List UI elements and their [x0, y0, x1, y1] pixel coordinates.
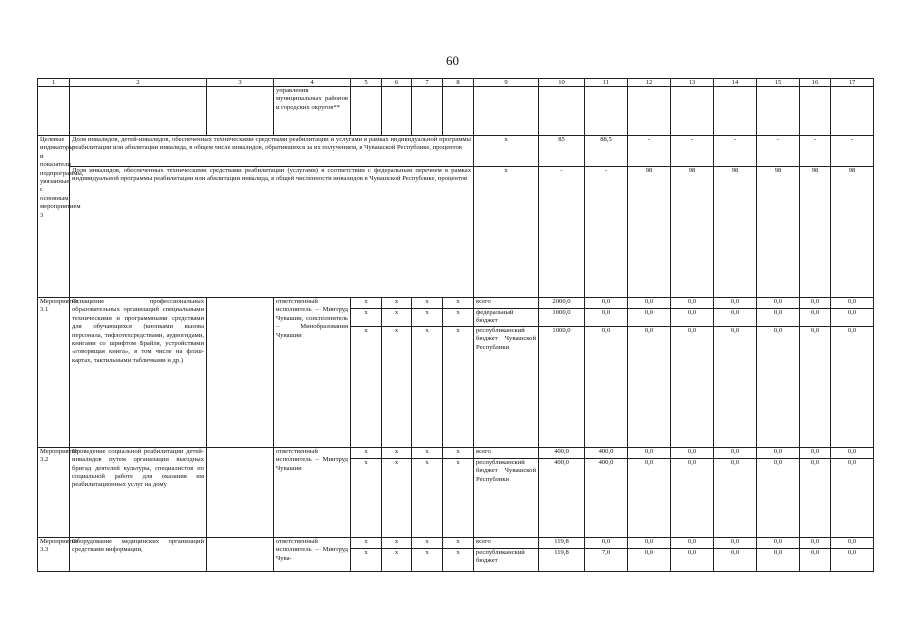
funding-value: 0,0: [671, 326, 714, 447]
funding-value: 0,0: [671, 309, 714, 327]
indicator-value: 98: [800, 167, 831, 298]
funding-source: республиканский бюджет Чувашской Республики: [474, 458, 539, 537]
indicator-value: 98: [671, 167, 714, 298]
code-cell: x: [382, 309, 412, 327]
funding-value: 1000,0: [539, 309, 585, 327]
funding-value: 0,0: [831, 298, 874, 309]
code-cell: x: [382, 458, 412, 537]
indicator-value: 98: [628, 167, 671, 298]
code-cell: x: [443, 447, 474, 458]
funding-source: республиканский бюджет: [474, 548, 539, 571]
funding-value: 0,0: [831, 326, 874, 447]
funding-value: 0,0: [714, 458, 757, 537]
column-header: 3: [207, 79, 274, 87]
header-row: [38, 79, 874, 87]
funding-value: 0,0: [628, 309, 671, 327]
column-header: 15: [757, 79, 800, 87]
column-header: 2: [70, 79, 207, 87]
funding-source: республиканский бюджет Чувашской Республики: [474, 326, 539, 447]
funding-value: 119,8: [539, 537, 585, 548]
indicator-value: -: [628, 136, 671, 167]
code-cell: x: [351, 537, 382, 548]
funding-value: 0,0: [671, 298, 714, 309]
measure-name: Оснащение профессиональных образовательных организаций специальными техническими и программными средствами для обучающихся (кнопками вызова персонала, тифлотехсредствами, аудиогидами, книгами со шрифтом Брайля, устройствами «говорящая книга», в том числе на флэш-картах, тактильными табличками и др.): [70, 298, 207, 448]
funding-value: 0,0: [585, 537, 628, 548]
indicator-value: -: [800, 136, 831, 167]
funding-value: 0,0: [714, 298, 757, 309]
code-cell: x: [443, 458, 474, 537]
indicator-value: 98: [831, 167, 874, 298]
code-cell: x: [351, 458, 382, 537]
table-cell: [70, 87, 207, 136]
funding-value: 0,0: [800, 548, 831, 571]
indicator-row: [38, 136, 874, 167]
measure-label: Мероприятие 3.1: [38, 298, 70, 448]
indicator-value: -: [585, 167, 628, 298]
table-cell: [207, 298, 274, 448]
code-cell: x: [351, 447, 382, 458]
funding-value: 0,0: [831, 447, 874, 458]
measure-executor: ответственный исполнитель – Минтруд Чувашии: [274, 447, 351, 537]
funding-value: 7,0: [585, 548, 628, 571]
code-cell: x: [351, 548, 382, 571]
indicator-value: -: [831, 136, 874, 167]
funding-source: всего: [474, 537, 539, 548]
indicator-row: [38, 167, 874, 298]
funding-value: 0,0: [800, 537, 831, 548]
table-cell: [800, 87, 831, 136]
funding-source: федеральный бюджет: [474, 309, 539, 327]
code-cell: x: [382, 326, 412, 447]
funding-value: 0,0: [585, 326, 628, 447]
code-cell: x: [443, 298, 474, 309]
code-cell: x: [382, 548, 412, 571]
code-cell: x: [351, 326, 382, 447]
continuation-row: [38, 87, 874, 136]
table-cell: [351, 87, 382, 136]
column-header: 12: [628, 79, 671, 87]
funding-value: 0,0: [671, 447, 714, 458]
page-number: 60: [446, 53, 459, 68]
funding-value: 0,0: [757, 326, 800, 447]
funding-value: 0,0: [800, 458, 831, 537]
executor-cell: управления муниципальных районов и городских округов**: [274, 87, 351, 136]
indicator-value: 88,5: [585, 136, 628, 167]
column-header: 17: [831, 79, 874, 87]
funding-value: 0,0: [831, 309, 874, 327]
indicator-text: Доля инвалидов, обеспеченных техническими средствами реабилитации (услугами) в соответствии с федеральным перечнем в рамках индивидуальной программы реабилитации или абилитации инвалида, в общей численности инвалидов в Чувашской Республике, процентов: [70, 167, 474, 298]
funding-value: 0,0: [714, 548, 757, 571]
funding-value: 0,0: [757, 458, 800, 537]
code-cell: x: [443, 548, 474, 571]
table-cell: [443, 87, 474, 136]
table-cell: [714, 87, 757, 136]
table-cell: [757, 87, 800, 136]
column-header: 14: [714, 79, 757, 87]
funding-value: 0,0: [757, 298, 800, 309]
indicators-label: Целевые индикаторы и показатели подпрограммы, увязанные с основным мероприятием 3: [38, 136, 70, 298]
funding-value: 0,0: [628, 537, 671, 548]
table-cell: [207, 537, 274, 571]
measure-label: Мероприятие 3.2: [38, 447, 70, 537]
measure-name: Проведение социальной реабилитации детей-инвалидов путем организации выездных бригад деятелей культуры, специалистов по социальной работе для оказания им реабилитационных услуг на дому: [70, 447, 207, 537]
code-cell: x: [412, 537, 443, 548]
funding-value: 0,0: [831, 458, 874, 537]
column-header: 13: [671, 79, 714, 87]
table-cell: [412, 87, 443, 136]
indicator-text: Доля инвалидов, детей-инвалидов, обеспеченных техническими средствами реабилитации и услугами в рамках индивидуальной программы реабилитации или абилитации инвалида, в общем числе инвалидов, обратившихся за их получением, в Чувашской Республике, процентов: [70, 136, 474, 167]
funding-value: 0,0: [671, 458, 714, 537]
code-cell: x: [443, 309, 474, 327]
code-cell: x: [443, 537, 474, 548]
column-header: 8: [443, 79, 474, 87]
measure-name: Оборудование медицинских организаций средствами информации,: [70, 537, 207, 571]
funding-value: 400,0: [539, 458, 585, 537]
funding-value: 2000,0: [539, 298, 585, 309]
code-cell: x: [382, 537, 412, 548]
funding-value: 0,0: [585, 298, 628, 309]
measure-row: [38, 537, 874, 548]
funding-value: 0,0: [800, 298, 831, 309]
code-cell: x: [412, 548, 443, 571]
code-cell: x: [412, 298, 443, 309]
indicator-x: x: [474, 167, 539, 298]
indicator-x: x: [474, 136, 539, 167]
indicator-value: 98: [714, 167, 757, 298]
funding-value: 0,0: [831, 548, 874, 571]
column-header: 7: [412, 79, 443, 87]
measure-label: Мероприятие 3.3: [38, 537, 70, 571]
funding-value: 0,0: [757, 309, 800, 327]
column-header: 1: [38, 79, 70, 87]
column-header: 5: [351, 79, 382, 87]
indicator-value: 98: [757, 167, 800, 298]
funding-value: 0,0: [757, 447, 800, 458]
table-cell: [474, 87, 539, 136]
column-header: 11: [585, 79, 628, 87]
indicator-value: 85: [539, 136, 585, 167]
funding-value: 0,0: [628, 298, 671, 309]
funding-value: 0,0: [714, 309, 757, 327]
funding-value: 0,0: [628, 326, 671, 447]
funding-value: 0,0: [628, 548, 671, 571]
code-cell: x: [412, 309, 443, 327]
measure-executor: ответственный исполнитель – Минтруд Чувашии, соисполнитель – Минобразования Чувашии: [274, 298, 351, 448]
table-cell: [585, 87, 628, 136]
code-cell: x: [443, 326, 474, 447]
funding-value: 0,0: [628, 458, 671, 537]
funding-value: 0,0: [757, 537, 800, 548]
funding-value: 400,0: [585, 447, 628, 458]
table-cell: [207, 87, 274, 136]
indicator-value: -: [714, 136, 757, 167]
column-header: 6: [382, 79, 412, 87]
funding-source: всего: [474, 447, 539, 458]
funding-value: 0,0: [800, 309, 831, 327]
indicator-value: -: [539, 167, 585, 298]
funding-value: 0,0: [714, 537, 757, 548]
funding-value: 0,0: [800, 326, 831, 447]
funding-value: 0,0: [800, 447, 831, 458]
code-cell: x: [382, 298, 412, 309]
measure-row: [38, 447, 874, 458]
column-header: 9: [474, 79, 539, 87]
funding-value: 400,0: [585, 458, 628, 537]
measure-executor: ответственный исполнитель – Минтруд Чува-: [274, 537, 351, 571]
funding-value: 1000,0: [539, 326, 585, 447]
funding-value: 119,8: [539, 548, 585, 571]
funding-value: 0,0: [714, 326, 757, 447]
funding-source: всего: [474, 298, 539, 309]
funding-value: 0,0: [585, 309, 628, 327]
indicator-value: -: [757, 136, 800, 167]
funding-value: 0,0: [671, 537, 714, 548]
column-header: 4: [274, 79, 351, 87]
funding-value: 0,0: [831, 537, 874, 548]
table-cell: [671, 87, 714, 136]
table-cell: [382, 87, 412, 136]
code-cell: x: [351, 309, 382, 327]
measure-row: [38, 298, 874, 309]
table-cell: [628, 87, 671, 136]
code-cell: x: [382, 447, 412, 458]
funding-value: 0,0: [714, 447, 757, 458]
code-cell: x: [412, 447, 443, 458]
funding-value: 0,0: [671, 548, 714, 571]
column-header: 10: [539, 79, 585, 87]
indicator-value: -: [671, 136, 714, 167]
table-cell: [38, 87, 70, 136]
table-cell: [207, 447, 274, 537]
program-table: [37, 78, 874, 572]
code-cell: x: [351, 298, 382, 309]
funding-value: 0,0: [628, 447, 671, 458]
funding-value: 400,0: [539, 447, 585, 458]
column-header: 16: [800, 79, 831, 87]
table-cell: [831, 87, 874, 136]
funding-value: 0,0: [757, 548, 800, 571]
code-cell: x: [412, 458, 443, 537]
code-cell: x: [412, 326, 443, 447]
table-cell: [539, 87, 585, 136]
